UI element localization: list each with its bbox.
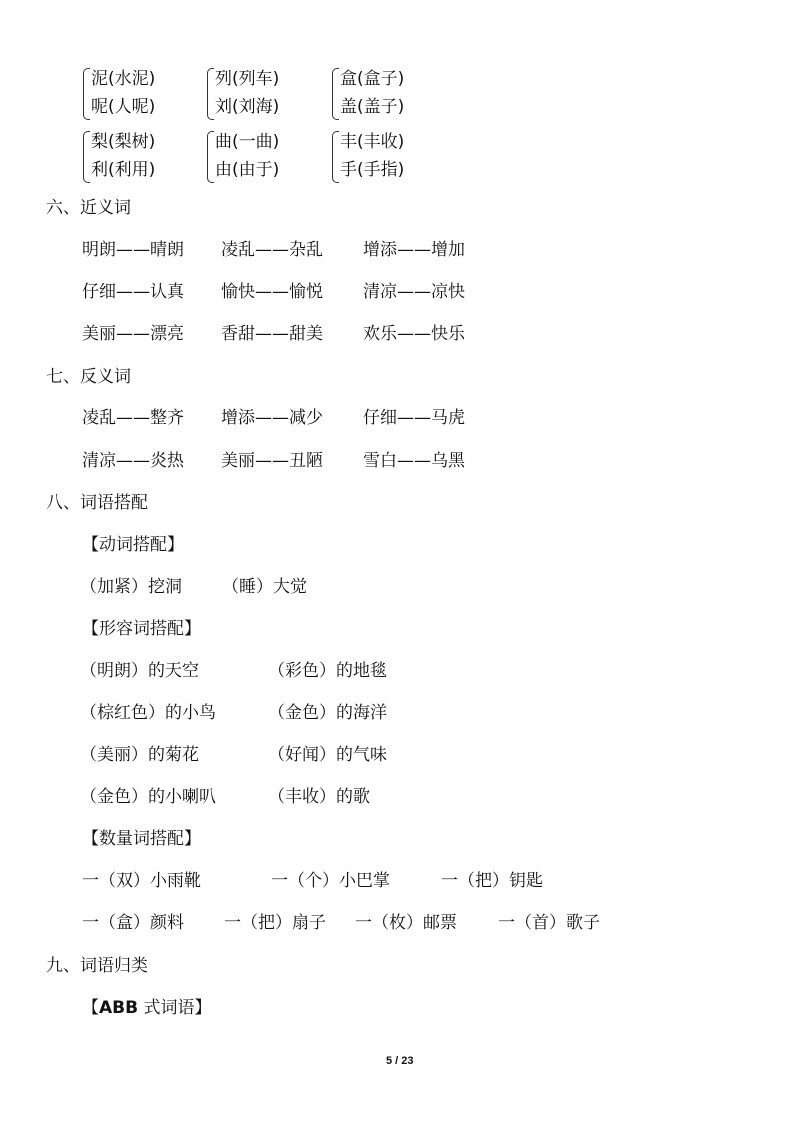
- antonym-pair: 清凉——炎热: [82, 451, 184, 471]
- antonym-pair: 美丽——丑陋: [221, 451, 323, 471]
- pair-top: 盒(盒子): [340, 69, 405, 89]
- antonym-pair: 仔细——马虎: [363, 408, 465, 428]
- quant-collocation-item: 一（个）小巴掌: [271, 871, 390, 891]
- antonym-pair: 增添——减少: [221, 408, 323, 428]
- section-title-antonyms: 七、反义词: [46, 367, 131, 387]
- abb-label: ABB: [99, 998, 139, 1018]
- verb-collocation-item: （睡）大觉: [222, 577, 307, 597]
- verb-collocation-header: 【动词搭配】: [82, 535, 184, 555]
- synonym-pair: 美丽——漂亮: [82, 324, 184, 344]
- section-title-synonyms: 六、近义词: [46, 198, 131, 218]
- synonym-pair: 清凉——凉快: [363, 282, 465, 302]
- brace: [207, 131, 214, 183]
- verb-collocation-item: （加紧）挖洞: [80, 577, 182, 597]
- abb-header: [82, 997, 211, 1019]
- synonym-pair: 欢乐——快乐: [363, 324, 465, 344]
- pair-top: 泥(水泥): [91, 69, 156, 89]
- synonym-pair: 凌乱——杂乱: [221, 240, 323, 260]
- brace: [83, 68, 90, 120]
- synonym-pair: 香甜——甜美: [221, 324, 323, 344]
- brace: [83, 131, 90, 183]
- pair-bottom: 刘(刘海): [215, 97, 280, 117]
- quant-collocation-item: 一（双）小雨靴: [82, 871, 201, 891]
- adj-collocation-item: （彩色）的地毯: [268, 661, 387, 681]
- quant-collocation-header: 【数量词搭配】: [82, 829, 201, 849]
- synonym-pair: 增添——增加: [363, 240, 465, 260]
- pair-bottom: 呢(人呢): [91, 97, 156, 117]
- synonym-pair: 仔细——认真: [82, 282, 184, 302]
- antonym-pair: 雪白——乌黑: [363, 451, 465, 471]
- pair-top: 丰(丰收): [340, 132, 405, 152]
- page-number: 5 / 23: [386, 1055, 414, 1067]
- antonym-pair: 凌乱——整齐: [82, 408, 184, 428]
- pair-bottom: 手(手指): [340, 160, 405, 180]
- quant-collocation-item: 一（盒）颜料: [82, 913, 184, 933]
- pair-bottom: 盖(盖子): [340, 97, 405, 117]
- brace: [332, 131, 339, 183]
- section-title-collocation: 八、词语搭配: [46, 493, 148, 513]
- quant-collocation-item: 一（把）扇子: [224, 913, 326, 933]
- adj-collocation-item: （棕红色）的小鸟: [80, 703, 216, 723]
- synonym-pair: 愉快——愉悦: [221, 282, 323, 302]
- brace: [332, 68, 339, 120]
- adj-collocation-item: （金色）的海洋: [268, 703, 387, 723]
- pair-top: 曲(一曲): [215, 132, 280, 152]
- pair-top: 列(列车): [215, 69, 280, 89]
- quant-collocation-item: 一（枚）邮票: [355, 913, 457, 933]
- synonym-pair: 明朗——晴朗: [82, 240, 184, 260]
- brace: [207, 68, 214, 120]
- adj-collocation-item: （好闻）的气味: [268, 745, 387, 765]
- pair-bottom: 由(由于): [215, 160, 280, 180]
- quant-collocation-item: 一（首）歌子: [498, 913, 600, 933]
- abb-rest: 式词语】: [138, 998, 212, 1018]
- adj-collocation-header: 【形容词搭配】: [82, 619, 201, 639]
- adj-collocation-item: （丰收）的歌: [268, 787, 370, 807]
- quant-collocation-item: 一（把）钥匙: [441, 871, 543, 891]
- pair-bottom: 利(利用): [91, 160, 156, 180]
- section-title-classification: 九、词语归类: [46, 956, 148, 976]
- adj-collocation-item: （美丽）的菊花: [80, 745, 199, 765]
- adj-collocation-item: （金色）的小喇叭: [80, 787, 216, 807]
- abb-bracket-open: 【: [82, 998, 99, 1018]
- pair-top: 梨(梨树): [91, 132, 156, 152]
- adj-collocation-item: （明朗）的天空: [80, 661, 199, 681]
